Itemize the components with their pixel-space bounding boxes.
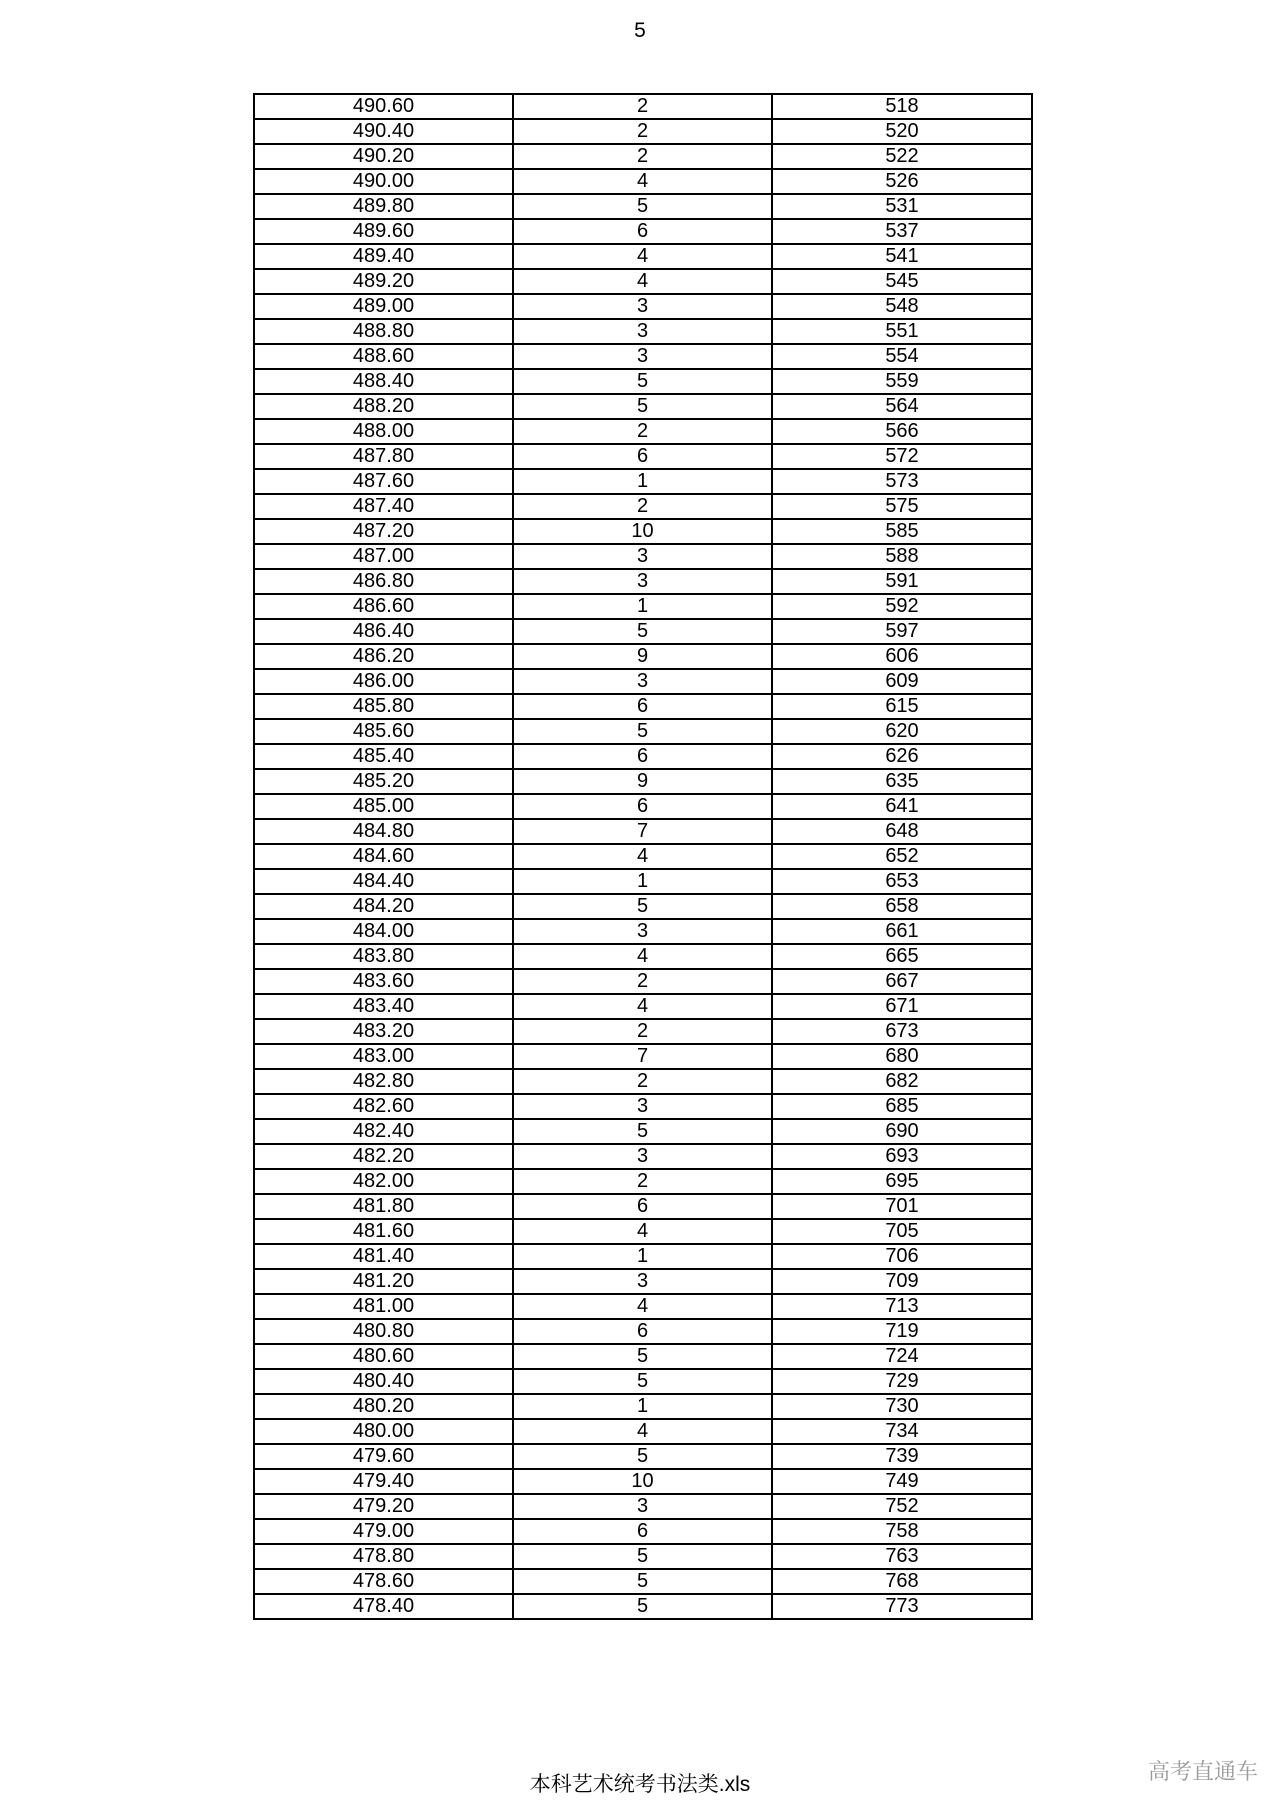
count-cell: 4 [513,1294,772,1319]
table-row [254,744,1032,769]
cumulative-cell: 693 [772,1144,1032,1169]
cumulative-cell: 734 [772,1419,1032,1444]
score-cell: 480.00 [254,1419,513,1444]
score-cell: 478.60 [254,1569,513,1594]
cumulative-cell: 658 [772,894,1032,919]
cumulative-cell: 545 [772,269,1032,294]
cumulative-cell: 548 [772,294,1032,319]
score-cell: 482.80 [254,1069,513,1094]
cumulative-cell: 554 [772,344,1032,369]
count-cell: 2 [513,1019,772,1044]
count-cell: 5 [513,394,772,419]
table-row [254,1294,1032,1319]
cumulative-cell: 673 [772,1019,1032,1044]
score-cell: 489.00 [254,294,513,319]
count-cell: 3 [513,1094,772,1119]
cumulative-cell: 682 [772,1069,1032,1094]
cumulative-cell: 537 [772,219,1032,244]
score-cell: 488.60 [254,344,513,369]
table-row [254,1519,1032,1544]
score-cell: 488.80 [254,319,513,344]
cumulative-cell: 680 [772,1044,1032,1069]
table-row [254,919,1032,944]
table-row [254,1569,1032,1594]
count-cell: 6 [513,1194,772,1219]
cumulative-cell: 653 [772,869,1032,894]
score-cell: 486.00 [254,669,513,694]
count-cell: 7 [513,819,772,844]
score-cell: 481.20 [254,1269,513,1294]
cumulative-cell: 665 [772,944,1032,969]
score-cell: 484.80 [254,819,513,844]
cumulative-cell: 685 [772,1094,1032,1119]
cumulative-cell: 661 [772,919,1032,944]
count-cell: 3 [513,1269,772,1294]
score-cell: 489.80 [254,194,513,219]
score-cell: 482.60 [254,1094,513,1119]
count-cell: 6 [513,694,772,719]
score-cell: 484.40 [254,869,513,894]
table-row [254,1044,1032,1069]
score-cell: 481.60 [254,1219,513,1244]
table-row [254,369,1032,394]
count-cell: 5 [513,619,772,644]
score-cell: 489.20 [254,269,513,294]
count-cell: 2 [513,494,772,519]
count-cell: 4 [513,944,772,969]
count-cell: 2 [513,1069,772,1094]
score-cell: 484.20 [254,894,513,919]
cumulative-cell: 641 [772,794,1032,819]
count-cell: 4 [513,169,772,194]
cumulative-cell: 768 [772,1569,1032,1594]
count-cell: 1 [513,1244,772,1269]
table-row [254,294,1032,319]
cumulative-cell: 730 [772,1394,1032,1419]
count-cell: 5 [513,1369,772,1394]
score-cell: 489.60 [254,219,513,244]
cumulative-cell: 749 [772,1469,1032,1494]
table-row [254,1069,1032,1094]
score-cell: 485.40 [254,744,513,769]
score-table [253,93,1033,1620]
cumulative-cell: 667 [772,969,1032,994]
cumulative-cell: 591 [772,569,1032,594]
table-row [254,1369,1032,1394]
count-cell: 3 [513,1494,772,1519]
score-cell: 488.40 [254,369,513,394]
table-row [254,1244,1032,1269]
count-cell: 4 [513,994,772,1019]
table-row [254,1194,1032,1219]
score-cell: 483.20 [254,1019,513,1044]
score-cell: 480.60 [254,1344,513,1369]
count-cell: 6 [513,1519,772,1544]
score-cell: 484.60 [254,844,513,869]
score-cell: 486.20 [254,644,513,669]
score-cell: 479.00 [254,1519,513,1544]
table-row [254,1469,1032,1494]
count-cell: 3 [513,544,772,569]
score-cell: 490.60 [254,94,513,119]
cumulative-cell: 592 [772,594,1032,619]
cumulative-cell: 531 [772,194,1032,219]
table-row [254,244,1032,269]
score-cell: 480.40 [254,1369,513,1394]
count-cell: 4 [513,269,772,294]
table-row [254,394,1032,419]
table-row [254,1319,1032,1344]
count-cell: 5 [513,1569,772,1594]
count-cell: 6 [513,794,772,819]
score-cell: 481.00 [254,1294,513,1319]
table-row [254,769,1032,794]
count-cell: 2 [513,969,772,994]
footer-filename: 本科艺术统考书法类.xls [529,1773,751,1796]
table-row [254,1594,1032,1619]
count-cell: 5 [513,1119,772,1144]
score-cell: 480.20 [254,1394,513,1419]
table-row [254,569,1032,594]
count-cell: 3 [513,294,772,319]
cumulative-cell: 690 [772,1119,1032,1144]
score-cell: 487.20 [254,519,513,544]
cumulative-cell: 615 [772,694,1032,719]
cumulative-cell: 541 [772,244,1032,269]
score-cell: 486.40 [254,619,513,644]
score-cell: 486.80 [254,569,513,594]
cumulative-cell: 752 [772,1494,1032,1519]
cumulative-cell: 566 [772,419,1032,444]
cumulative-cell: 763 [772,1544,1032,1569]
count-cell: 9 [513,644,772,669]
table-row [254,94,1032,119]
score-cell: 490.00 [254,169,513,194]
cumulative-cell: 695 [772,1169,1032,1194]
score-cell: 485.60 [254,719,513,744]
cumulative-cell: 518 [772,94,1032,119]
count-cell: 2 [513,119,772,144]
score-cell: 479.60 [254,1444,513,1469]
score-cell: 479.20 [254,1494,513,1519]
count-cell: 3 [513,1144,772,1169]
score-cell: 485.80 [254,694,513,719]
score-cell: 483.40 [254,994,513,1019]
cumulative-cell: 652 [772,844,1032,869]
table-row [254,494,1032,519]
count-cell: 5 [513,1344,772,1369]
score-cell: 483.80 [254,944,513,969]
score-cell: 483.00 [254,1044,513,1069]
count-cell: 2 [513,1169,772,1194]
count-cell: 6 [513,744,772,769]
table-row [254,419,1032,444]
score-cell: 481.40 [254,1244,513,1269]
table-row [254,1544,1032,1569]
count-cell: 5 [513,894,772,919]
table-row [254,1019,1032,1044]
count-cell: 1 [513,869,772,894]
score-cell: 487.00 [254,544,513,569]
table-row [254,819,1032,844]
count-cell: 6 [513,444,772,469]
score-cell: 478.40 [254,1594,513,1619]
cumulative-cell: 597 [772,619,1032,644]
cumulative-cell: 648 [772,819,1032,844]
cumulative-cell: 739 [772,1444,1032,1469]
count-cell: 3 [513,919,772,944]
count-cell: 1 [513,1394,772,1419]
cumulative-cell: 709 [772,1269,1032,1294]
table-row [254,894,1032,919]
cumulative-cell: 522 [772,144,1032,169]
table-row [254,944,1032,969]
count-cell: 4 [513,844,772,869]
count-cell: 5 [513,194,772,219]
count-cell: 5 [513,1544,772,1569]
count-cell: 5 [513,1444,772,1469]
cumulative-cell: 588 [772,544,1032,569]
count-cell: 6 [513,219,772,244]
cumulative-cell: 620 [772,719,1032,744]
count-cell: 2 [513,419,772,444]
table-row [254,869,1032,894]
table-row [254,619,1032,644]
cumulative-cell: 635 [772,769,1032,794]
table-row [254,694,1032,719]
cumulative-cell: 572 [772,444,1032,469]
cumulative-cell: 671 [772,994,1032,1019]
table-row [254,119,1032,144]
table-row [254,194,1032,219]
score-cell: 481.80 [254,1194,513,1219]
score-cell: 490.20 [254,144,513,169]
cumulative-cell: 773 [772,1594,1032,1619]
score-cell: 482.40 [254,1119,513,1144]
count-cell: 4 [513,1219,772,1244]
score-cell: 486.60 [254,594,513,619]
score-cell: 484.00 [254,919,513,944]
score-cell: 489.40 [254,244,513,269]
score-cell: 485.00 [254,794,513,819]
cumulative-cell: 585 [772,519,1032,544]
table-row [254,1494,1032,1519]
table-row [254,969,1032,994]
table-row [254,444,1032,469]
count-cell: 1 [513,594,772,619]
table-row [254,1394,1032,1419]
score-cell: 485.20 [254,769,513,794]
count-cell: 5 [513,369,772,394]
table-row [254,644,1032,669]
count-cell: 3 [513,344,772,369]
count-cell: 9 [513,769,772,794]
count-cell: 3 [513,319,772,344]
cumulative-cell: 520 [772,119,1032,144]
count-cell: 6 [513,1319,772,1344]
score-cell: 488.00 [254,419,513,444]
table-row [254,1269,1032,1294]
count-cell: 10 [513,1469,772,1494]
cumulative-cell: 705 [772,1219,1032,1244]
table-row [254,1344,1032,1369]
page-number: 5 [634,19,646,42]
table-row [254,1219,1032,1244]
cumulative-cell: 564 [772,394,1032,419]
cumulative-cell: 626 [772,744,1032,769]
table-row [254,519,1032,544]
table-row [254,319,1032,344]
count-cell: 5 [513,719,772,744]
cumulative-cell: 706 [772,1244,1032,1269]
cumulative-cell: 724 [772,1344,1032,1369]
table-row [254,1169,1032,1194]
table-row [254,469,1032,494]
table-row [254,1419,1032,1444]
table-row [254,544,1032,569]
cumulative-cell: 575 [772,494,1032,519]
cumulative-cell: 573 [772,469,1032,494]
count-cell: 2 [513,94,772,119]
score-cell: 482.00 [254,1169,513,1194]
count-cell: 10 [513,519,772,544]
score-cell: 483.60 [254,969,513,994]
count-cell: 3 [513,669,772,694]
cumulative-cell: 606 [772,644,1032,669]
table-row [254,1094,1032,1119]
count-cell: 3 [513,569,772,594]
count-cell: 2 [513,144,772,169]
score-cell: 487.40 [254,494,513,519]
table-row [254,719,1032,744]
cumulative-cell: 609 [772,669,1032,694]
table-row [254,844,1032,869]
count-cell: 4 [513,244,772,269]
score-cell: 487.80 [254,444,513,469]
table-row [254,1444,1032,1469]
table-row [254,169,1032,194]
count-cell: 4 [513,1419,772,1444]
table-row [254,1119,1032,1144]
table-row [254,219,1032,244]
table-row [254,994,1032,1019]
count-cell: 1 [513,469,772,494]
score-cell: 479.40 [254,1469,513,1494]
cumulative-cell: 559 [772,369,1032,394]
table-row [254,1144,1032,1169]
cumulative-cell: 701 [772,1194,1032,1219]
count-cell: 5 [513,1594,772,1619]
score-cell: 478.80 [254,1544,513,1569]
cumulative-cell: 719 [772,1319,1032,1344]
table-row [254,794,1032,819]
table-row [254,144,1032,169]
cumulative-cell: 526 [772,169,1032,194]
table-row [254,669,1032,694]
table-row [254,269,1032,294]
table-row [254,594,1032,619]
score-table-body [254,94,1032,1619]
table-row [254,344,1032,369]
cumulative-cell: 551 [772,319,1032,344]
cumulative-cell: 713 [772,1294,1032,1319]
watermark-logo: 高考直通车 [1147,1759,1258,1784]
score-cell: 490.40 [254,119,513,144]
score-cell: 480.80 [254,1319,513,1344]
score-cell: 487.60 [254,469,513,494]
cumulative-cell: 758 [772,1519,1032,1544]
cumulative-cell: 729 [772,1369,1032,1394]
score-cell: 482.20 [254,1144,513,1169]
score-cell: 488.20 [254,394,513,419]
count-cell: 7 [513,1044,772,1069]
